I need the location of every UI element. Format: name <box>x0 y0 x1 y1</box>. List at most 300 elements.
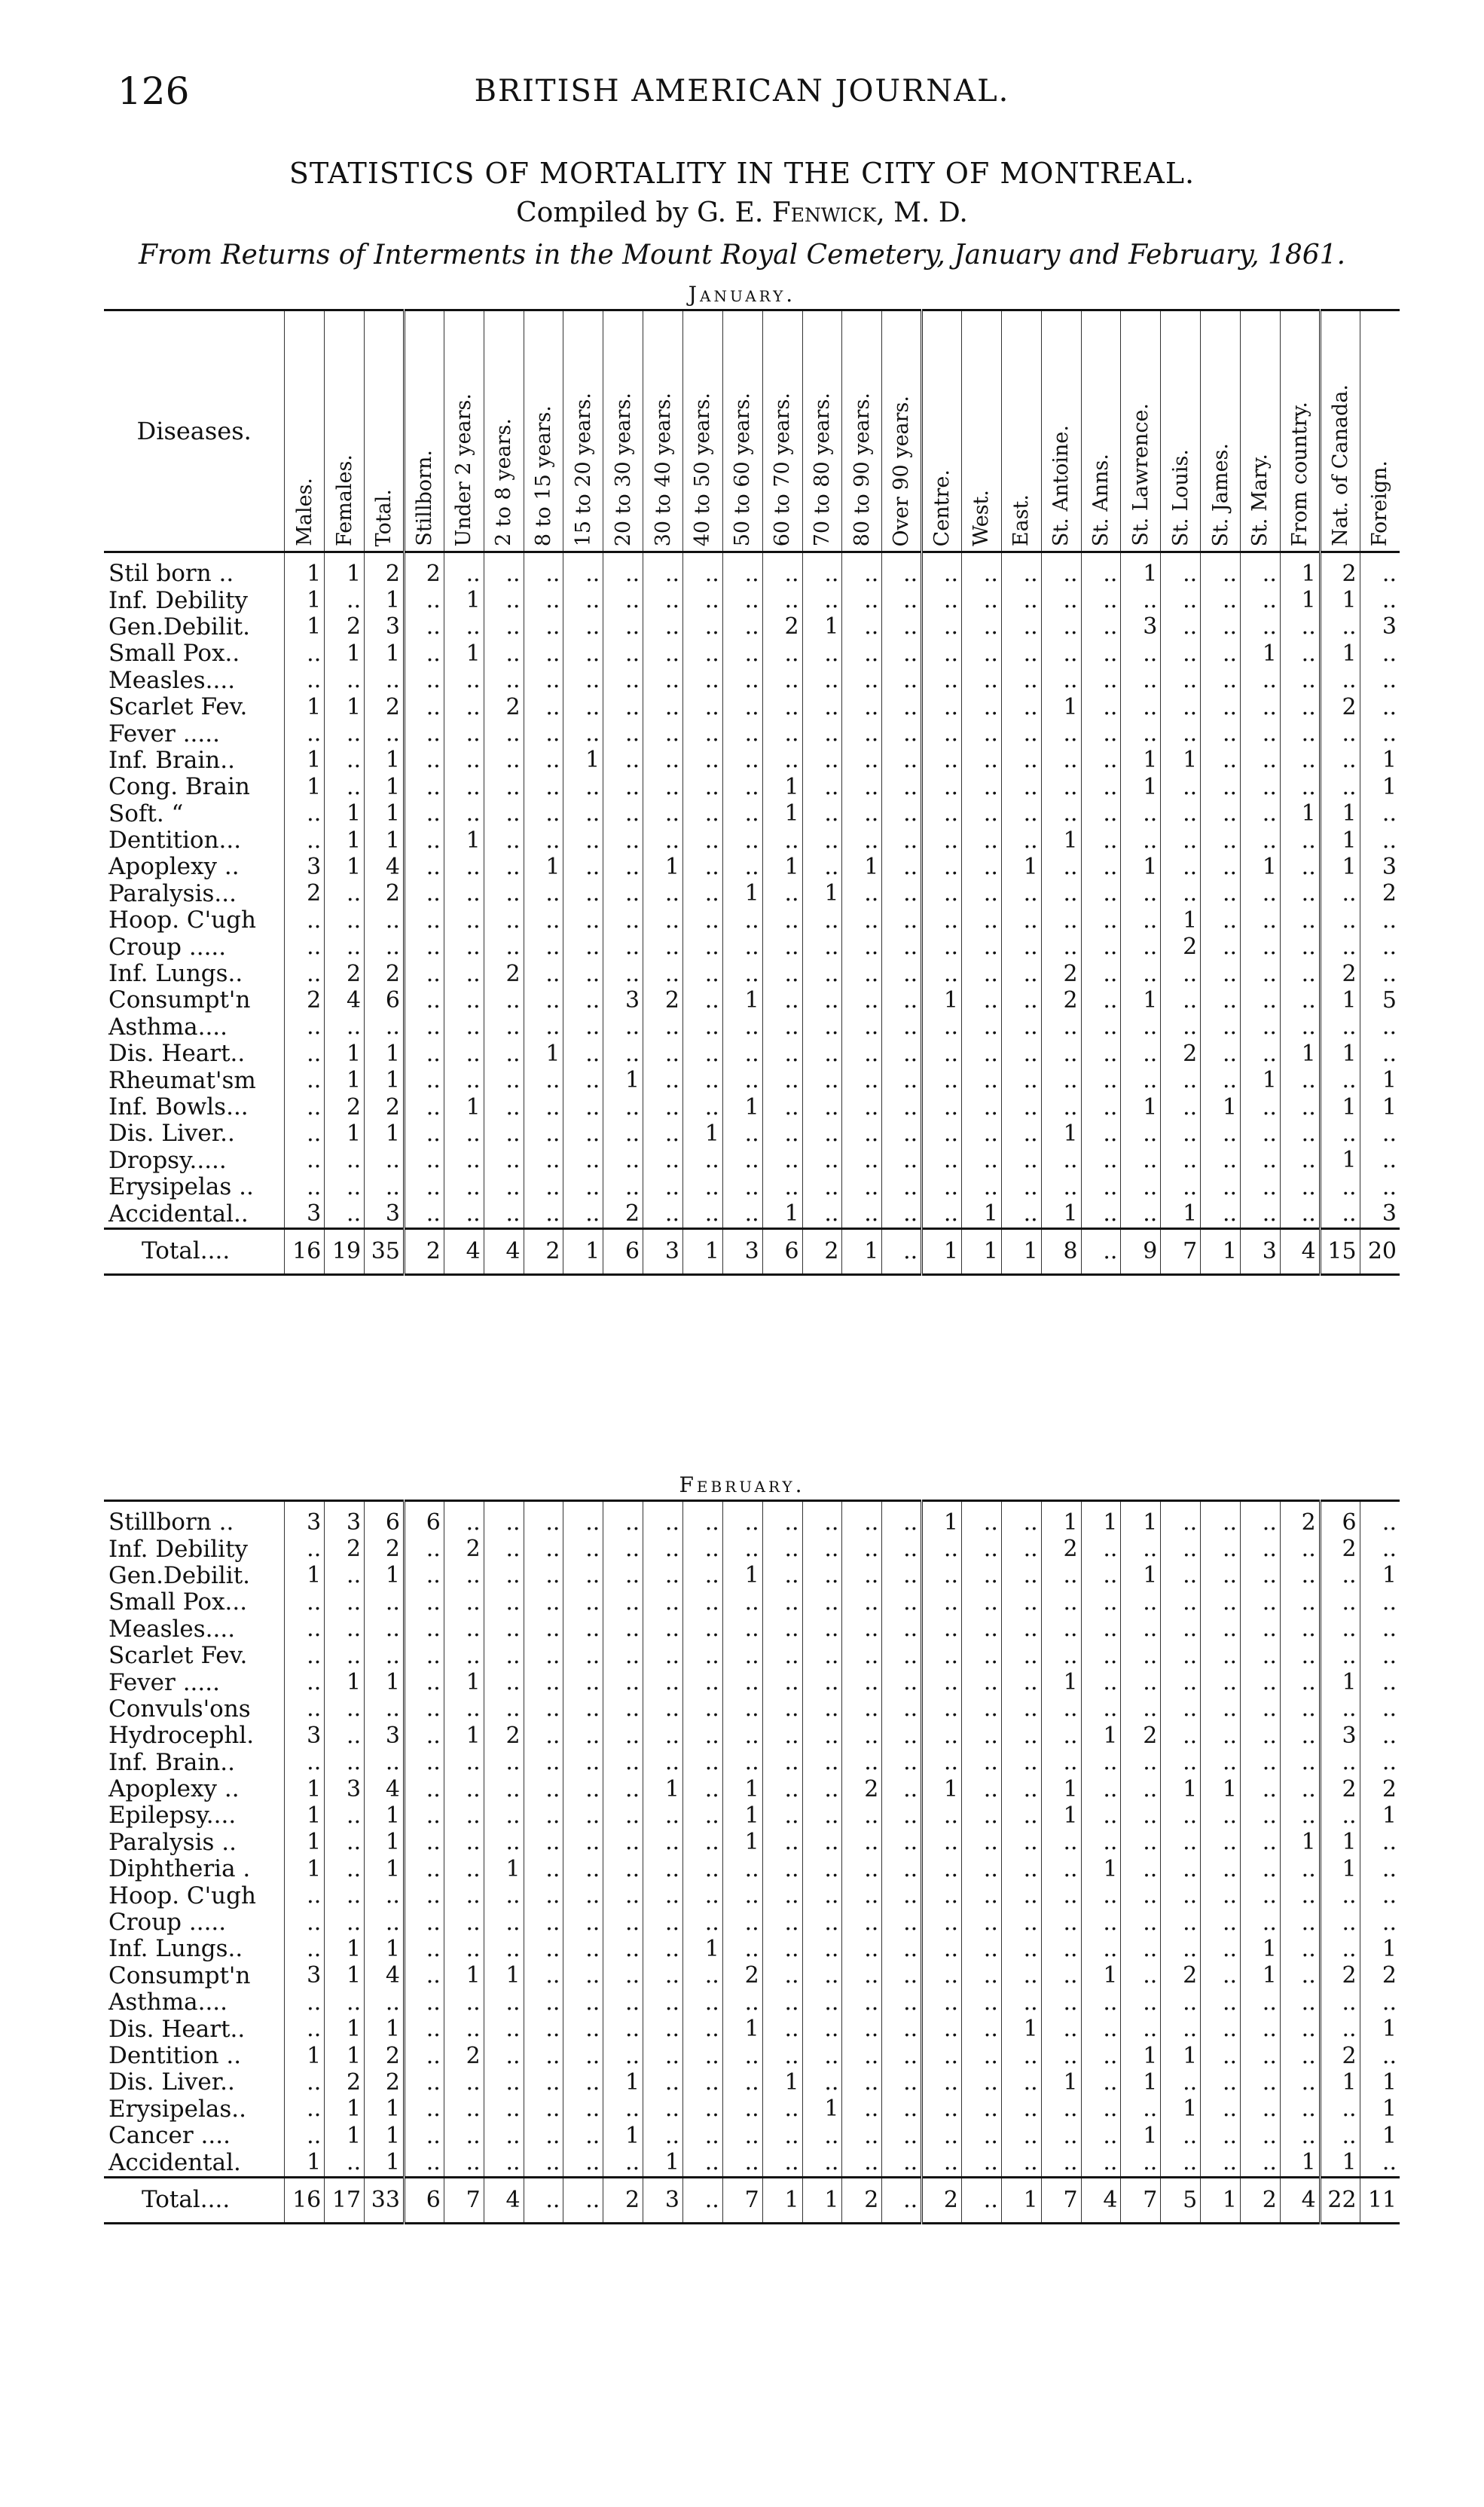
table-cell: .. <box>1241 907 1281 934</box>
table-cell: .. <box>404 668 444 694</box>
table-cell: .. <box>1241 720 1281 747</box>
table-cell: .. <box>922 748 962 774</box>
table-cell: .. <box>1201 1536 1241 1562</box>
table-cell: .. <box>762 1589 802 1616</box>
table-cell: .. <box>762 641 802 667</box>
total-cell: 1 <box>922 1228 962 1274</box>
table-cell: .. <box>962 961 1002 987</box>
table-cell: .. <box>882 881 922 907</box>
table-cell: 1 <box>325 801 365 827</box>
table-cell: .. <box>1081 987 1121 1014</box>
table-cell: .. <box>922 1989 962 2016</box>
table-cell: .. <box>285 1067 325 1093</box>
table-cell: .. <box>444 854 484 880</box>
table-cell: .. <box>962 1094 1002 1121</box>
table-cell: .. <box>563 1856 603 1882</box>
table-cell: .. <box>1241 748 1281 774</box>
table-cell: .. <box>1041 1616 1081 1643</box>
table-cell: .. <box>603 854 643 880</box>
table-row <box>104 694 1400 720</box>
table-cell: 5 <box>1360 987 1400 1014</box>
table-cell: .. <box>1001 2043 1041 2069</box>
table-row <box>104 1802 1400 1829</box>
table-cell: .. <box>1041 1041 1081 1067</box>
table-cell: .. <box>842 1909 882 1936</box>
total-cell: 1 <box>962 1228 1002 1274</box>
table-cell: .. <box>1001 1148 1041 1174</box>
table-cell: .. <box>524 1589 563 1616</box>
table-cell: .. <box>1161 1882 1201 1909</box>
table-cell: 1 <box>1241 1067 1281 1093</box>
table-cell: .. <box>1241 1802 1281 1829</box>
table-cell: .. <box>643 1882 683 1909</box>
table-cell: .. <box>643 907 683 934</box>
table-cell: .. <box>1081 552 1121 588</box>
table-cell: .. <box>762 1989 802 2016</box>
disease-name: Inf. Lungs.. <box>108 960 243 988</box>
table-cell: .. <box>1081 2016 1121 2042</box>
table-cell: .. <box>1001 694 1041 720</box>
table-cell: .. <box>1161 1616 1201 1643</box>
table-cell: .. <box>603 1856 643 1882</box>
table-cell: .. <box>682 961 722 987</box>
table-cell: .. <box>962 1830 1002 1856</box>
table-cell: .. <box>1360 961 1400 987</box>
disease-name: Erysipelas.. <box>108 2096 246 2123</box>
table-cell: 1 <box>722 1094 762 1121</box>
total-cell: 19 <box>325 1228 365 1274</box>
table-cell: .. <box>643 641 683 667</box>
table-cell: .. <box>1241 774 1281 800</box>
table-cell: .. <box>1121 1802 1161 1829</box>
table-cell: 1 <box>325 827 365 854</box>
table-cell: .. <box>1241 1174 1281 1200</box>
table-cell: .. <box>444 1696 484 1723</box>
table-cell: .. <box>962 801 1002 827</box>
table-cell: .. <box>1241 1669 1281 1695</box>
disease-name: Dis. Heart.. <box>108 1041 246 1068</box>
table-cell: .. <box>1201 2123 1241 2149</box>
table-cell: .. <box>962 907 1002 934</box>
table-cell: .. <box>1241 827 1281 854</box>
table-cell: .. <box>1041 668 1081 694</box>
table-cell: .. <box>643 1750 683 1776</box>
table-cell: .. <box>922 720 962 747</box>
table-cell: .. <box>1081 668 1121 694</box>
table-cell: .. <box>1201 1041 1241 1067</box>
table-cell: .. <box>484 748 524 774</box>
table-cell: .. <box>882 1536 922 1562</box>
table-cell: .. <box>404 1643 444 1669</box>
table-cell: .. <box>1280 1174 1320 1200</box>
table-cell: .. <box>563 1536 603 1562</box>
column-header <box>962 310 1002 552</box>
table-cell: .. <box>882 1989 922 2016</box>
table-cell: .. <box>1360 1174 1400 1200</box>
table-cell: .. <box>404 1830 444 1856</box>
table-cell: .. <box>285 1174 325 1200</box>
column-header <box>404 310 444 552</box>
column-header <box>1201 310 1241 552</box>
table-cell: .. <box>484 1067 524 1093</box>
table-cell: 1 <box>1241 1936 1281 1962</box>
table-cell: .. <box>643 1589 683 1616</box>
table-cell: .. <box>1320 668 1360 694</box>
table-cell: .. <box>1241 552 1281 588</box>
disease-name: Dropsy..... <box>108 1147 227 1174</box>
table-cell: .. <box>682 1616 722 1643</box>
table-cell: .. <box>1320 748 1360 774</box>
table-cell: .. <box>1280 1750 1320 1776</box>
table-row <box>104 881 1400 907</box>
table-cell: .. <box>404 1041 444 1067</box>
table-cell: .. <box>484 2123 524 2149</box>
total-cell: 7 <box>1161 1228 1201 1274</box>
table-cell: .. <box>444 552 484 588</box>
table-row <box>104 1989 1400 2016</box>
table-cell: 1 <box>1041 1501 1081 1536</box>
table-cell: .. <box>1201 1589 1241 1616</box>
table-cell: 1 <box>762 854 802 880</box>
table-row <box>104 1174 1400 1200</box>
disease-name: Stil born .. <box>108 560 234 588</box>
table-cell: .. <box>1001 1669 1041 1695</box>
table-cell: .. <box>643 1909 683 1936</box>
table-cell: .. <box>762 587 802 613</box>
table-row <box>104 1041 1400 1067</box>
column-header-label: 15 to 20 years. <box>571 392 595 546</box>
table-cell: .. <box>842 1121 882 1147</box>
table-cell: .. <box>444 1041 484 1067</box>
table-cell: 1 <box>1201 1094 1241 1121</box>
disease-name: Measles.... <box>108 1616 236 1643</box>
table-cell: 1 <box>722 1776 762 1802</box>
table-cell: .. <box>563 801 603 827</box>
table-cell: 1 <box>1081 1501 1121 1536</box>
table-cell: 1 <box>325 1121 365 1147</box>
table-cell: .. <box>444 720 484 747</box>
table-cell: .. <box>1201 614 1241 641</box>
table-cell: .. <box>1360 2149 1400 2177</box>
disease-name: Consumpt'n <box>108 987 251 1014</box>
table-cell: .. <box>682 1696 722 1723</box>
table-cell: 2 <box>1320 2043 1360 2069</box>
table-cell: .. <box>325 720 365 747</box>
table-cell: .. <box>1280 1963 1320 1989</box>
table-cell: .. <box>1001 1643 1041 1669</box>
table-cell: .. <box>1041 1094 1081 1121</box>
table-cell: .. <box>1081 774 1121 800</box>
table-cell: 1 <box>722 1830 762 1856</box>
table-cell: .. <box>1161 641 1201 667</box>
table-cell: .. <box>922 2149 962 2177</box>
table-cell: .. <box>1081 614 1121 641</box>
table-cell: .. <box>563 2043 603 2069</box>
table-cell: .. <box>325 1696 365 1723</box>
table-cell: .. <box>1360 587 1400 613</box>
total-cell: .. <box>1081 1228 1121 1274</box>
table-cell: .. <box>643 2123 683 2149</box>
table-cell: .. <box>682 907 722 934</box>
table-cell: .. <box>1041 801 1081 827</box>
table-row <box>104 2069 1400 2096</box>
table-row <box>104 720 1400 747</box>
table-cell: .. <box>444 1616 484 1643</box>
column-header <box>325 310 365 552</box>
table-cell: 3 <box>365 614 405 641</box>
table-cell: .. <box>444 2016 484 2042</box>
table-cell: 1 <box>325 2043 365 2069</box>
table-cell: .. <box>444 2149 484 2177</box>
table-row <box>104 1643 1400 1669</box>
table-cell: 1 <box>722 987 762 1014</box>
total-cell: 3 <box>1241 1228 1281 1274</box>
table-cell: .. <box>922 1936 962 1962</box>
table-cell: .. <box>882 1014 922 1041</box>
table-cell: .. <box>285 1014 325 1041</box>
table-cell: .. <box>682 748 722 774</box>
table-cell: .. <box>1201 2096 1241 2123</box>
table-cell: .. <box>1081 1563 1121 1589</box>
table-cell: .. <box>962 1536 1002 1562</box>
table-cell: 1 <box>1001 2016 1041 2042</box>
table-cell: .. <box>802 2069 842 2096</box>
table-cell: 1 <box>444 587 484 613</box>
table-cell: .. <box>882 1067 922 1093</box>
table-cell: .. <box>762 1501 802 1536</box>
table-cell: .. <box>1001 961 1041 987</box>
table-cell: 1 <box>365 1830 405 1856</box>
table-cell: .. <box>962 774 1002 800</box>
header-diseases: Diseases. <box>104 310 285 552</box>
table-cell: 1 <box>1121 987 1161 1014</box>
table-cell: 6 <box>365 1501 405 1536</box>
table-cell: 1 <box>722 1802 762 1829</box>
column-header-label: Foreign. <box>1368 460 1392 546</box>
table-cell: .. <box>285 641 325 667</box>
total-cell: 1 <box>1001 1228 1041 1274</box>
disease-name: Diphtheria . <box>108 1856 251 1883</box>
table-cell: .. <box>1201 881 1241 907</box>
table-cell: 1 <box>1121 774 1161 800</box>
table-cell: .. <box>524 774 563 800</box>
table-cell: .. <box>682 1041 722 1067</box>
table-cell: .. <box>603 720 643 747</box>
table-cell: .. <box>1041 2016 1081 2042</box>
table-cell: 1 <box>1320 641 1360 667</box>
table-cell: .. <box>962 1696 1002 1723</box>
table-cell: .. <box>962 1148 1002 1174</box>
table-cell: .. <box>842 1936 882 1962</box>
table-cell: .. <box>1360 1589 1400 1616</box>
table-cell: 2 <box>325 614 365 641</box>
table-cell: .. <box>762 1963 802 1989</box>
table-cell: .. <box>325 587 365 613</box>
table-cell: .. <box>285 1936 325 1962</box>
table-cell: 1 <box>365 748 405 774</box>
table-cell: .. <box>722 1723 762 1749</box>
table-cell: .. <box>524 961 563 987</box>
total-cell: 5 <box>1161 2177 1201 2223</box>
table-cell: .. <box>563 854 603 880</box>
table-cell: .. <box>643 1174 683 1200</box>
table-cell: .. <box>444 1148 484 1174</box>
table-cell: .. <box>802 1589 842 1616</box>
table-cell: .. <box>1241 1014 1281 1041</box>
table-cell: .. <box>1081 641 1121 667</box>
table-cell: .. <box>842 1643 882 1669</box>
table-cell: .. <box>603 694 643 720</box>
table-cell: .. <box>524 2123 563 2149</box>
source-line: From Returns of Interments in the Mount Royal Cemetery, January and February, 1861. <box>138 240 1346 271</box>
table-cell: .. <box>1320 907 1360 934</box>
table-cell: .. <box>484 1501 524 1536</box>
total-cell: 1 <box>802 2177 842 2223</box>
table-cell: .. <box>762 1121 802 1147</box>
table-cell: .. <box>603 1589 643 1616</box>
table-cell: .. <box>1041 1936 1081 1962</box>
table-cell: 2 <box>365 552 405 588</box>
table-row <box>104 1067 1400 1093</box>
table-cell: .. <box>1121 1174 1161 1200</box>
table-cell: .. <box>1161 2149 1201 2177</box>
table-cell: .. <box>484 1094 524 1121</box>
table-cell: .. <box>285 2096 325 2123</box>
table-cell: .. <box>563 1750 603 1776</box>
table-cell: .. <box>1201 1723 1241 1749</box>
table-cell: .. <box>842 614 882 641</box>
table-cell: .. <box>1241 1041 1281 1067</box>
table-cell: 1 <box>682 1936 722 1962</box>
table-cell: .. <box>842 1589 882 1616</box>
table-cell: .. <box>682 854 722 880</box>
table-cell: .. <box>922 641 962 667</box>
table-cell: 2 <box>1161 934 1201 960</box>
table-cell: 1 <box>524 854 563 880</box>
table-cell: .. <box>1280 641 1320 667</box>
total-cell: 33 <box>365 2177 405 2223</box>
table-cell: .. <box>524 2069 563 2096</box>
table-cell: .. <box>1241 1094 1281 1121</box>
table-cell: .. <box>603 552 643 588</box>
table-cell: .. <box>1241 881 1281 907</box>
table-cell: 1 <box>365 1669 405 1695</box>
table-cell: .. <box>1081 2149 1121 2177</box>
table-cell: .. <box>1161 1014 1201 1041</box>
table-cell: .. <box>643 801 683 827</box>
table-cell: .. <box>1001 1200 1041 1228</box>
table-cell: .. <box>285 961 325 987</box>
table-cell: .. <box>682 1963 722 1989</box>
table-cell: 3 <box>603 987 643 1014</box>
table-cell: .. <box>484 1536 524 1562</box>
table-cell: .. <box>962 2016 1002 2042</box>
table-cell: 1 <box>325 1067 365 1093</box>
total-cell: .. <box>524 2177 563 2223</box>
table-cell: .. <box>682 1174 722 1200</box>
table-cell: 1 <box>285 1856 325 1882</box>
table-cell: .. <box>1161 881 1201 907</box>
table-cell: .. <box>404 2016 444 2042</box>
table-cell: .. <box>643 1200 683 1228</box>
table-cell: 1 <box>1121 2043 1161 2069</box>
table-cell: .. <box>922 552 962 588</box>
table-cell: .. <box>365 1616 405 1643</box>
table-cell: 1 <box>1161 2043 1201 2069</box>
table-cell: .. <box>842 774 882 800</box>
table-cell: 1 <box>1360 774 1400 800</box>
table-cell: .. <box>1041 1750 1081 1776</box>
table-cell: .. <box>1081 1174 1121 1200</box>
table-cell: .. <box>404 1669 444 1695</box>
table-cell: .. <box>1081 1536 1121 1562</box>
disease-name: Erysipelas .. <box>108 1173 254 1201</box>
table-cell: .. <box>1161 552 1201 588</box>
table-cell: .. <box>524 1723 563 1749</box>
table-cell: 1 <box>1320 587 1360 613</box>
table-cell: .. <box>1001 1563 1041 1589</box>
table-cell: .. <box>325 668 365 694</box>
table-cell: .. <box>842 2043 882 2069</box>
table-cell: 1 <box>643 2149 683 2177</box>
table-cell: 1 <box>325 552 365 588</box>
table-cell: .. <box>1201 1963 1241 1989</box>
table-cell: .. <box>682 720 722 747</box>
table-cell: .. <box>962 641 1002 667</box>
table-cell: .. <box>762 1094 802 1121</box>
table-cell: .. <box>1360 668 1400 694</box>
table-cell: .. <box>1320 1174 1360 1200</box>
table-cell: .. <box>325 774 365 800</box>
table-cell: .. <box>842 1616 882 1643</box>
table-cell: .. <box>682 801 722 827</box>
table-cell: .. <box>1201 587 1241 613</box>
table-cell: .. <box>643 694 683 720</box>
table-cell: .. <box>603 1121 643 1147</box>
table-cell: .. <box>603 1014 643 1041</box>
table-cell: .. <box>365 668 405 694</box>
table-cell: .. <box>1041 1014 1081 1041</box>
table-cell: .. <box>842 1148 882 1174</box>
table-cell: .. <box>1121 720 1161 747</box>
table-cell: .. <box>802 587 842 613</box>
table-cell: .. <box>762 2123 802 2149</box>
table-row <box>104 1501 1400 1536</box>
table-cell: .. <box>1081 1909 1121 1936</box>
table-cell: .. <box>404 614 444 641</box>
table-cell: .. <box>922 1589 962 1616</box>
table-cell: .. <box>1121 2096 1161 2123</box>
table-cell: .. <box>643 1643 683 1669</box>
total-cell: .. <box>882 2177 922 2223</box>
article-title: STATISTICS OF MORTALITY IN THE CITY OF MONTREAL. <box>289 157 1195 190</box>
table-cell: .. <box>1201 720 1241 747</box>
table-cell: .. <box>603 961 643 987</box>
table-cell: .. <box>404 1121 444 1147</box>
table-cell: .. <box>484 1200 524 1228</box>
table-cell: .. <box>842 1200 882 1228</box>
table-cell: .. <box>1360 1882 1400 1909</box>
table-cell: .. <box>962 2043 1002 2069</box>
table-cell: .. <box>1081 748 1121 774</box>
table-cell: 1 <box>1360 2096 1400 2123</box>
table-cell: .. <box>842 1669 882 1695</box>
compiled-by <box>0 197 1484 228</box>
table-cell: .. <box>722 774 762 800</box>
table-cell: .. <box>1041 587 1081 613</box>
table-cell: .. <box>1320 1909 1360 1936</box>
table-cell: .. <box>1280 827 1320 854</box>
